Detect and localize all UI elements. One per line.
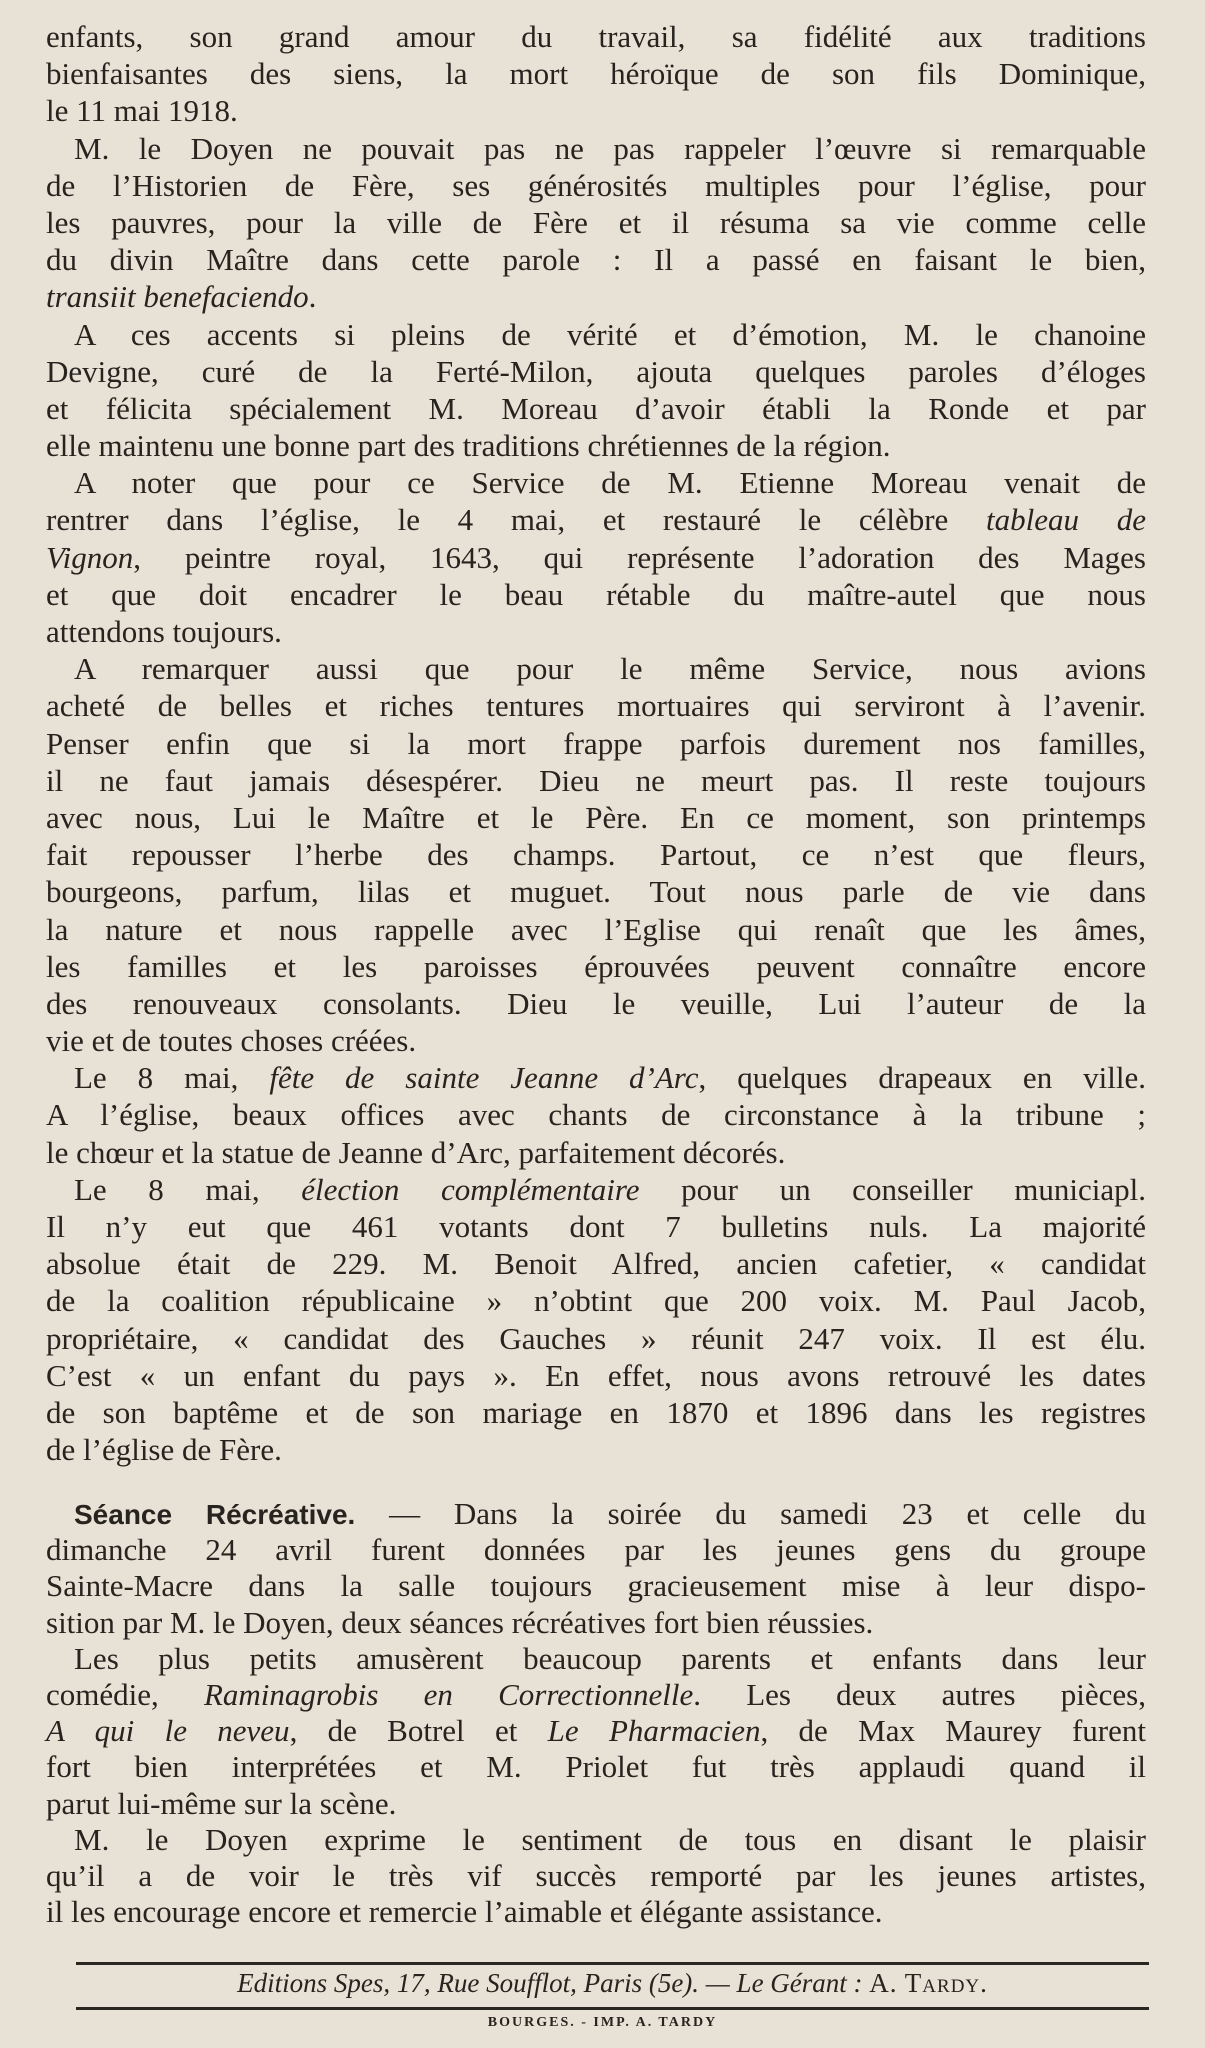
seance-recreative-section bbox=[46, 1496, 1146, 1930]
text-span: fait repousser l’herbe des champs. Partout, ce n’est que fleurs, bbox=[46, 837, 1146, 873]
text-span: le 11 mai 1918. bbox=[46, 93, 238, 129]
italic-text: tableau de bbox=[986, 502, 1146, 538]
text-span: la nature et nous rappelle avec l’Eglise qui renaît que les âmes, bbox=[46, 911, 1146, 947]
text-span: dimanche 24 avril furent données par les jeunes gens du groupe bbox=[46, 1532, 1146, 1568]
text-span: avec nous, Lui le Maître et le Père. En ce moment, son printemps bbox=[46, 799, 1146, 835]
text-line bbox=[46, 799, 1146, 836]
text-span: A noter que pour ce Service de M. Etienne Moreau venait de bbox=[74, 465, 1146, 501]
text-span: le chœur et la statue de Jeanne d’Arc, parfaitement décorés. bbox=[46, 1134, 786, 1170]
text-span: , peintre royal, 1643, qui représente l’adoration des Mages bbox=[133, 539, 1146, 575]
text-line bbox=[46, 1357, 1146, 1394]
text-span: enfants, son grand amour du travail, sa fidélité aux traditions bbox=[46, 19, 1146, 54]
text-line bbox=[46, 873, 1146, 910]
text-span: et que doit encadrer le beau rétable du maître-autel que nous bbox=[46, 576, 1146, 612]
paragraph bbox=[46, 1822, 1146, 1931]
text-line bbox=[46, 18, 1146, 55]
text-line bbox=[46, 1320, 1146, 1357]
text-span: comédie, bbox=[46, 1676, 204, 1712]
text-line bbox=[46, 613, 1146, 650]
text-line bbox=[46, 1394, 1146, 1431]
text-span: il les encourage encore et remercie l’aimable et élégante assistance. bbox=[46, 1894, 883, 1930]
text-line bbox=[46, 1245, 1146, 1282]
text-span: de l’Historien de Fère, ses générosités multiples pour l’église, pour bbox=[46, 167, 1146, 203]
text-span: fort bien interprétées et M. Priolet fut très applaudi quand il bbox=[46, 1749, 1146, 1785]
text-line bbox=[46, 1134, 1146, 1171]
text-span: de la coalition républicaine » n’obtint que 200 voix. M. Paul Jacob, bbox=[46, 1283, 1146, 1319]
manager-name: A. Tardy. bbox=[869, 1968, 988, 1998]
text-span: M. le Doyen ne pouvait pas ne pas rappeler l’œuvre si remarquable bbox=[74, 130, 1146, 166]
italic-text: Le Pharmacien bbox=[547, 1713, 761, 1749]
footer-rule-top bbox=[76, 1962, 1149, 1965]
text-line bbox=[46, 1496, 1146, 1532]
italic-text: Raminagrobis en Correctionnelle bbox=[203, 1676, 694, 1712]
text-line bbox=[46, 1059, 1146, 1096]
paragraph bbox=[46, 1059, 1146, 1171]
text-span: et félicita spécialement M. Moreau d’avoir établi la Ronde et par bbox=[46, 390, 1146, 426]
text-line bbox=[46, 1677, 1146, 1713]
text-span: , de Botrel et bbox=[289, 1713, 548, 1749]
text-line bbox=[46, 1786, 1146, 1822]
text-line bbox=[46, 204, 1146, 241]
text-line bbox=[46, 948, 1146, 985]
text-span: bourgeons, parfum, lilas et muguet. Tout nous parle de vie dans bbox=[46, 874, 1146, 910]
text-span: . Les deux autres pièces, bbox=[693, 1676, 1146, 1712]
text-span: Sainte-Macre dans la salle toujours gracieusement mise à leur dispo- bbox=[46, 1568, 1146, 1604]
text-line bbox=[46, 167, 1146, 204]
text-line bbox=[46, 1641, 1146, 1677]
text-line bbox=[46, 1096, 1146, 1133]
text-span: attendons toujours. bbox=[46, 614, 282, 649]
text-span: A ces accents si pleins de vérité et d’émotion, M. le chanoine bbox=[74, 316, 1146, 352]
text-line bbox=[46, 353, 1146, 390]
text-span: qu’il a de voir le très vif succès remporté par les jeunes artistes, bbox=[46, 1857, 1146, 1893]
text-span: il ne faut jamais désespérer. Dieu ne meurt pas. Il reste toujours bbox=[46, 762, 1146, 798]
section-heading: Séance Récréative. bbox=[74, 1499, 356, 1530]
text-span: C’est « un enfant du pays ». En effet, nous avons retrouvé les dates bbox=[46, 1357, 1146, 1393]
italic-text: A qui le neveu bbox=[46, 1713, 290, 1749]
text-line bbox=[46, 836, 1146, 873]
italic-text: transiit benefaciendo bbox=[46, 279, 309, 315]
text-line bbox=[46, 1532, 1146, 1568]
text-line bbox=[46, 725, 1146, 762]
paragraph bbox=[46, 464, 1146, 650]
text-line bbox=[46, 1022, 1146, 1059]
text-span: sition par M. le Doyen, deux séances récréatives fort bien réussies. bbox=[46, 1604, 874, 1640]
text-span: les pauvres, pour la ville de Fère et il résuma sa vie comme celle bbox=[46, 204, 1146, 240]
text-span: . bbox=[308, 279, 317, 315]
text-span: des renouveaux consolants. Dieu le veuille, Lui l’auteur de la bbox=[46, 985, 1146, 1021]
text-line bbox=[46, 1605, 1146, 1641]
text-line bbox=[46, 687, 1146, 724]
text-span: Le 8 mai, bbox=[74, 1060, 270, 1096]
text-line bbox=[46, 650, 1146, 687]
text-span: Devigne, curé de la Ferté-Milon, ajouta quelques paroles d’éloges bbox=[46, 353, 1146, 389]
text-line bbox=[46, 241, 1146, 278]
text-span: , quelques drapeaux en ville. bbox=[698, 1060, 1147, 1096]
text-line bbox=[46, 464, 1146, 501]
paragraph bbox=[46, 1496, 1146, 1641]
text-line bbox=[46, 278, 1146, 315]
text-line bbox=[46, 576, 1146, 613]
text-span: de l’église de Fère. bbox=[46, 1432, 282, 1468]
text-span: Penser enfin que si la mort frappe parfois durement nos familles, bbox=[46, 725, 1146, 761]
text-span: — Dans la soirée du samedi 23 et celle du bbox=[355, 1496, 1146, 1531]
text-line bbox=[46, 1568, 1146, 1604]
text-line bbox=[46, 316, 1146, 353]
text-line bbox=[46, 1171, 1146, 1208]
text-line bbox=[46, 501, 1146, 538]
paragraph bbox=[46, 130, 1146, 316]
italic-text: élection complémentaire bbox=[301, 1171, 640, 1207]
paragraph bbox=[46, 316, 1146, 465]
text-span: bienfaisantes des siens, la mort héroïque de son fils Dominique, bbox=[46, 56, 1146, 92]
paragraph bbox=[46, 1641, 1146, 1822]
text-span: acheté de belles et riches tentures mortuaires qui serviront à l’avenir. bbox=[46, 688, 1146, 724]
text-span: vie et de toutes choses créées. bbox=[46, 1023, 417, 1059]
text-line bbox=[46, 1894, 1146, 1930]
publisher-address: Editions Spes, 17, Rue Soufflot, Paris (5e). — Le Gérant : bbox=[237, 1968, 870, 1998]
text-span: A l’église, beaux offices avec chants de circonstance à la tribune ; bbox=[46, 1097, 1146, 1133]
text-span: A remarquer aussi que pour le même Service, nous avions bbox=[74, 651, 1146, 687]
text-span: du divin Maître dans cette parole : Il a passé en faisant le bien, bbox=[46, 242, 1146, 278]
footer-rule-bottom bbox=[76, 2007, 1149, 2010]
text-line bbox=[46, 427, 1146, 464]
italic-text: fête de sainte Jeanne d’Arc bbox=[269, 1060, 699, 1096]
text-line bbox=[46, 1858, 1146, 1894]
text-line bbox=[46, 762, 1146, 799]
text-line bbox=[46, 985, 1146, 1022]
printer-line: BOURGES. - IMP. A. TARDY bbox=[487, 2015, 718, 2030]
text-span: pour un conseiller municiapl. bbox=[639, 1171, 1147, 1207]
text-span: les familles et les paroisses éprouvées peuvent connaître encore bbox=[46, 948, 1146, 984]
text-span: de son baptême et de son mariage en 1870 et 1896 dans les registres bbox=[46, 1394, 1146, 1430]
text-span: Il n’y eut que 461 votants dont 7 bulletins nuls. La majorité bbox=[46, 1209, 1146, 1244]
article-body bbox=[46, 18, 1146, 1468]
text-line bbox=[46, 55, 1146, 92]
text-span: rentrer dans l’église, le 4 mai, et restauré le célèbre bbox=[46, 502, 987, 538]
text-span: elle maintenu une bonne part des traditions chrétiennes de la région. bbox=[46, 428, 891, 464]
text-span: , de Max Maurey furent bbox=[760, 1713, 1146, 1749]
paragraph bbox=[46, 18, 1146, 130]
text-span: propriétaire, « candidat des Gauches » réunit 247 voix. Il est élu. bbox=[46, 1320, 1146, 1356]
text-line bbox=[46, 539, 1146, 576]
text-line bbox=[46, 130, 1146, 167]
text-line bbox=[46, 1282, 1146, 1319]
text-span: Les plus petits amusèrent beaucoup parents et enfants dans leur bbox=[74, 1640, 1146, 1676]
text-line bbox=[46, 92, 1146, 129]
text-span: M. le Doyen exprime le sentiment de tous en disant le plaisir bbox=[74, 1821, 1146, 1857]
text-line bbox=[46, 1822, 1146, 1858]
paragraph bbox=[46, 650, 1146, 1059]
text-span: absolue était de 229. M. Benoit Alfred, ancien cafetier, « candidat bbox=[46, 1246, 1146, 1282]
italic-text: Vignon bbox=[46, 539, 134, 575]
text-line bbox=[46, 1208, 1146, 1245]
text-line bbox=[46, 911, 1146, 948]
text-line bbox=[46, 1431, 1146, 1468]
footer-imprint bbox=[76, 1968, 1149, 1999]
text-line bbox=[46, 1713, 1146, 1749]
text-line bbox=[46, 1749, 1146, 1785]
paragraph bbox=[46, 1171, 1146, 1469]
text-line bbox=[46, 390, 1146, 427]
text-span: parut lui-même sur la scène. bbox=[46, 1785, 397, 1821]
text-span: Le 8 mai, bbox=[74, 1171, 302, 1207]
